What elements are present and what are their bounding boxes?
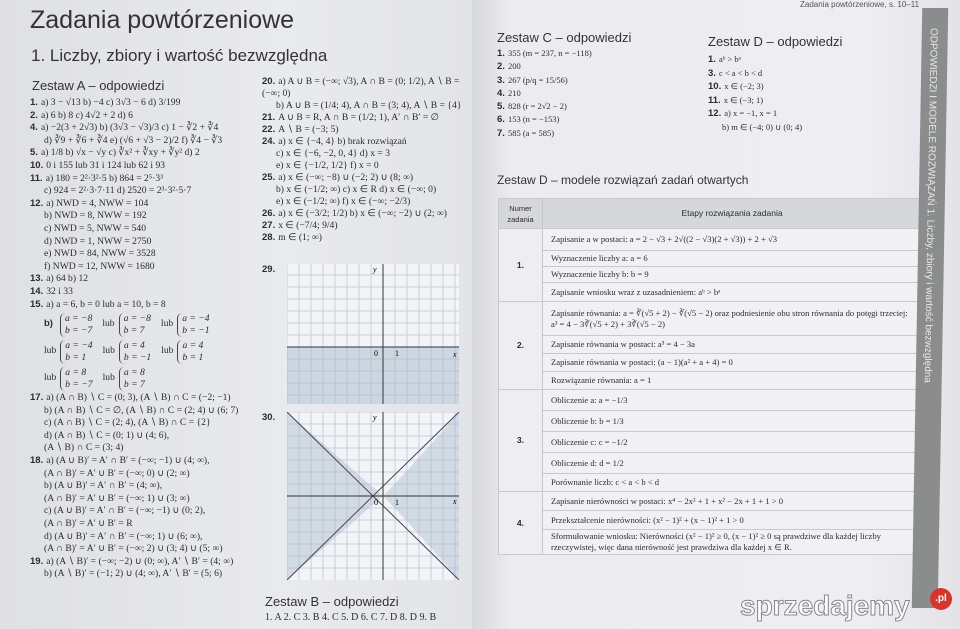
answer-text: (A ∖ B) ∩ C = (3; 4) (44, 442, 124, 454)
answer-line (262, 124, 476, 136)
equation: a = 8 (65, 366, 87, 378)
answer-text: 0 i 155 lub 31 i 124 lub 62 i 93 (46, 159, 166, 171)
equation: b = 1 (65, 351, 87, 363)
solution-step: Obliczenie d: d = 1/2 (543, 453, 922, 474)
answer-line (30, 210, 238, 223)
answer-text: a) x ∈ (−∞; −8) ∪ (−2; 2) ∪ (8; ∞) (278, 172, 414, 183)
answer-line (30, 223, 238, 236)
answer-text: a) −2(3 + 2√3) b) (3√3 − √3)/3 c) 1 − ∛2 + ∛4 (40, 122, 219, 134)
answer-line (30, 505, 238, 518)
equation: a = −4 (65, 339, 93, 351)
answer-number: 20. (262, 76, 276, 87)
solution-step: Zapisanie równania w postaci: a³ = 4 − 3a (543, 336, 922, 354)
equation: b = 1 (182, 351, 204, 363)
answer-number: 18. (30, 455, 44, 467)
answer-line (30, 236, 238, 249)
answer-text: b) x ∈ (−1/2; ∞) c) x ∈ R d) x ∈ (−∞; 0) (276, 184, 437, 195)
x-axis-label: x (453, 497, 457, 506)
solution-step: Porównanie liczb: c < a < b < d (543, 474, 922, 492)
equation: b = 7 (123, 378, 145, 390)
col-header-number: Numer zadania (499, 199, 543, 229)
answer-line (30, 299, 238, 312)
answer-text: 355 (m = 237, n = −118) (507, 48, 592, 58)
answer-text: 828 (r = 2√2 − 2) (507, 101, 567, 112)
answer-line (30, 147, 238, 160)
solution-step: Zapisanie równania w postaci: (a − 1)(a² + a + 4) = 0 (543, 354, 922, 372)
answer-number: 10. (708, 81, 722, 92)
answer-text: c) (A ∩ B) ∖ C = (2; 4), (A ∖ B) ∩ C = {2} (44, 417, 211, 429)
lub-word: lub (44, 372, 57, 384)
equation-system (60, 340, 92, 364)
solution-step: Rozwiązanie równania: a = 1 (543, 372, 922, 390)
answer-number: 27. (262, 220, 276, 231)
answer-line (30, 248, 238, 261)
set-a-answers-col2 (262, 76, 476, 244)
answer-number: 1. (30, 97, 38, 108)
answer-line (262, 136, 476, 148)
answer-text: m ∈ (1; ∞) (278, 232, 322, 243)
answer-number: 3. (708, 67, 716, 79)
solution-table (498, 198, 922, 555)
answer-line (708, 121, 802, 135)
solution-step: Przekształcenie nierówności: (x² − 1)² + (x − 1)² + 1 > 0 (543, 511, 922, 530)
solution-step: Obliczenie b: b = 1/3 (543, 411, 922, 432)
origin-label: 0 (374, 349, 378, 358)
answer-number: 1. (708, 54, 716, 65)
answer-text: a) (A ∩ B) ∖ C = (0; 3), (A ∖ B) ∩ C = (−2; −1) (46, 392, 231, 404)
answer-line (497, 47, 592, 60)
answer-text: a) NWD = 4, NWW = 104 (46, 197, 149, 209)
solution-step: Sformułowanie wniosku: Nierówności (x² − 1)² ≥ 0, (x − 1)² ≥ 0 są prawdziwe dla każdej liczby rzeczywistej, więc dana nierówność jest prawdziwa dla każdej x ∈ R. (543, 530, 922, 555)
answer-text: f) NWD = 12, NWW = 1680 (44, 260, 155, 272)
answer-text: b) (A ∪ B)′ = A′ ∩ B′ = (4; ∞), (44, 480, 163, 492)
answer-text: a) 180 = 2²·3²·5 b) 864 = 2⁵·3³ (45, 172, 164, 184)
answer-line (30, 518, 238, 531)
answer-text: a) a = 6, b = 0 lub a = 10, b = 8 (46, 298, 166, 310)
graph-30 (287, 412, 459, 580)
answer-line (30, 185, 238, 198)
table-row (499, 336, 922, 354)
solution-step: Zapisanie a w postaci: a = 2 − √3 + 2√((2 − √3)(2 + √3)) + 2 + √3 (543, 229, 922, 251)
answer-number: 2. (30, 109, 38, 121)
equation-system (177, 340, 203, 364)
solution-step: Zapisanie równania: a = ∛(√5 + 2) − ∛(√5 − 2) oraz podniesienie obu stron równania do potęgi trzeciej: a³ = 4 − 3∛(√5 + 2) + 3∛(√5 − 2) (543, 302, 922, 336)
answer-line (30, 286, 238, 299)
answer-number: 10. (30, 159, 44, 171)
answer-line (262, 172, 476, 184)
task-number: 4. (499, 492, 543, 555)
answer-line (30, 198, 238, 211)
y-axis-label: y (373, 413, 377, 422)
equation-system (119, 313, 151, 337)
answer-number: 28. (262, 232, 276, 243)
set-a-title: Zestaw A – odpowiedzi (32, 78, 165, 93)
answer-line (30, 531, 238, 544)
answer-line (262, 232, 476, 244)
answer-number: 4. (497, 87, 505, 99)
answer-text: c) 924 = 2²·3·7·11 d) 2520 = 2³·3²·5·7 (44, 185, 192, 197)
answer-line (708, 53, 802, 67)
answer-line (262, 148, 476, 160)
origin-label: 0 (374, 498, 378, 507)
answer-line (30, 455, 238, 468)
table-row (499, 474, 922, 492)
equation: a = 4 (123, 339, 145, 351)
table-row (499, 530, 922, 555)
equation-system (119, 340, 151, 364)
lub-word: lub (102, 318, 115, 330)
table-row (499, 492, 922, 511)
chapter-title: 1. Liczby, zbiory i wartość bezwzględna (31, 46, 328, 65)
answer-text: a) 1/8 b) √x − √y c) ∛x² + ∛xy + ∛y² d) 2 (40, 147, 200, 159)
answer-text: 267 (p/q = 15/56) (507, 74, 568, 85)
answer-line (497, 113, 592, 126)
equation-system (60, 313, 92, 337)
answer-text: x ∈ (−2; 3) (724, 81, 764, 91)
lub-word: lub (102, 372, 115, 384)
answer-line (262, 112, 476, 124)
answer-text: (A ∩ B)′ = A′ ∪ B′ = (−∞; 2) ∪ (3; 4) ∪ (5; ∞) (44, 543, 223, 555)
answer-line (30, 135, 238, 148)
answer-line (262, 184, 476, 196)
solution-step: Zapisanie wniosku wraz z uzasadnieniem: aᵇ > bᵃ (543, 283, 922, 302)
answer-number: 24. (262, 136, 276, 147)
answer-line (262, 208, 476, 220)
graph-29 (287, 264, 459, 404)
solution-step: Wyznaczenie liczby b: b = 9 (543, 267, 922, 283)
answer-line (30, 568, 238, 581)
answer-text: (A ∩ B)′ = A′ ∪ B′ = R (44, 518, 133, 530)
equation-system (60, 367, 92, 391)
answer-text: A ∪ B = R, A ∩ B = (1/2; 1), A′ ∩ B′ = ∅ (278, 112, 440, 123)
answer-line (30, 468, 238, 481)
answer-text: d) (A ∩ B) ∖ C = (0; 1) ∪ (4; 6), (44, 429, 170, 441)
answer-line (30, 110, 238, 123)
answer-text: a) (A ∪ B)′ = A′ ∩ B′ = (−∞; −1) ∪ (4; ∞), (46, 455, 210, 467)
equation-system (177, 313, 209, 337)
set-a-answers-col1 (30, 97, 238, 581)
answer-number: 12. (30, 197, 44, 209)
answer-text: aᵇ > bᵃ (718, 54, 741, 64)
answer-text: 210 (507, 87, 521, 98)
answer-text: 200 (507, 61, 521, 72)
answer-number: 2. (497, 61, 505, 73)
answer-line (262, 196, 476, 208)
answer-number: 15. (30, 298, 44, 310)
answer-text: b) A ∪ B = (1/4; 4), A ∩ B = (3; 4), A ∖ B = {4} (276, 100, 462, 111)
answer-number: 4. (30, 122, 38, 134)
table-row (499, 453, 922, 474)
answer-text: 32 i 33 (46, 285, 73, 297)
system-row (30, 338, 238, 365)
answer-text: e) x ∈ (−1/2; ∞) f) x ∈ (−∞; −2/3) (276, 196, 411, 207)
col-header-steps: Etapy rozwiązania zadania (543, 199, 922, 229)
graph-30-label: 30. (262, 412, 276, 423)
answer-number: 25. (262, 172, 276, 183)
solution-step: Obliczenie c: c = −1/2 (543, 432, 922, 453)
answer-text: e) NWD = 84, NWW = 3528 (44, 248, 156, 260)
answer-line (30, 160, 238, 173)
answer-line (30, 417, 238, 430)
task-number: 3. (499, 390, 543, 492)
answer-line (30, 442, 238, 455)
answer-line (497, 74, 592, 87)
table-title: Zestaw D – modele rozwiązań zadań otwartych (497, 173, 749, 187)
answer-line (30, 173, 238, 186)
set-d-answers (708, 53, 802, 134)
answer-text: a) 3 − √13 b) −4 c) 3√3 − 6 d) 3/199 (40, 97, 181, 108)
systems-label: b) (44, 318, 53, 330)
equation: b = −7 (64, 324, 93, 336)
answer-line (497, 100, 592, 113)
equation: a = 4 (182, 339, 204, 351)
answer-text: c) x ∈ {−6, −2, 0, 4} d) x = 3 (276, 148, 391, 159)
answer-line (30, 261, 238, 274)
equation: b = −1 (182, 324, 210, 336)
answer-number: 11. (708, 94, 721, 106)
lub-word: lub (102, 345, 115, 357)
equation: a = −4 (182, 312, 210, 324)
table-row (499, 251, 922, 267)
answer-line (30, 122, 238, 135)
table-row (499, 432, 922, 453)
answer-text: d) ∛9 + ∛6 + ∛4 e) (√6 + √3 − 2)/2 f) ∛4 − ∛3 (44, 134, 223, 146)
answer-number: 5. (30, 147, 38, 159)
equation: b = −1 (123, 351, 152, 363)
table-row (499, 302, 922, 336)
answer-number: 14. (30, 285, 44, 297)
answer-text: c < a < b < d (718, 67, 763, 78)
lub-word: lub (44, 345, 57, 357)
running-head: Zadania powtórzeniowe, s. 10–11 (800, 0, 920, 9)
answer-text: b) m ∈ (−4; 0) ∪ (0; 4) (722, 121, 803, 132)
answer-line (30, 405, 238, 418)
answer-text: a) 64 b) 12 (46, 273, 89, 285)
answer-number: 3. (497, 74, 505, 86)
set-c-title: Zestaw C – odpowiedzi (497, 30, 632, 45)
answer-line (262, 220, 476, 232)
watermark-logo: sprzedajemy (740, 590, 910, 621)
answer-text: (A ∩ B)′ = A′ ∪ B′ = (−∞; 1) ∪ (3; ∞) (44, 492, 190, 504)
equation: a = −8 (123, 312, 151, 324)
answer-line (708, 94, 802, 108)
answer-line (30, 480, 238, 493)
set-b-answers: 1. A 2. C 3. B 4. C 5. D 6. C 7. D 8. D 9. B (265, 612, 437, 623)
answer-line (30, 273, 238, 286)
answer-number: 6. (497, 114, 505, 126)
answer-text: a) A ∪ B = (−∞; √3), A ∩ B = (0; 1/2), A ∖ B = (−∞; 0) (262, 76, 460, 99)
answer-line (262, 100, 476, 112)
unit-label: 1 (395, 498, 399, 507)
answer-number: 12. (708, 108, 722, 119)
answer-number: 17. (30, 392, 44, 404)
answer-text: b) (A ∩ B) ∖ C = ∅, (A ∖ B) ∩ C = (2; 4) ∪ (6; 7) (44, 404, 239, 416)
answer-text: c) NWD = 5, NWW = 540 (44, 222, 147, 234)
answer-number: 1. (497, 48, 505, 59)
table-row (499, 411, 922, 432)
solution-step: Obliczenie a: a = −1/3 (543, 390, 922, 411)
answer-text: 585 (a = 585) (507, 127, 555, 138)
answer-line (708, 80, 802, 94)
answer-number: 11. (30, 172, 43, 184)
answer-line (497, 127, 592, 140)
answer-line (30, 392, 238, 405)
answer-text: d) (A ∪ B)′ = A′ ∩ B′ = (−∞; 1) ∪ (6; ∞), (44, 530, 203, 542)
table-row (499, 229, 922, 251)
table-row (499, 390, 922, 411)
answer-number: 13. (30, 273, 44, 285)
equation-system (119, 367, 145, 391)
answer-number: 22. (262, 124, 276, 135)
equation: b = 7 (123, 324, 145, 336)
system-row (30, 311, 238, 338)
set-b-title: Zestaw B – odpowiedzi (265, 594, 399, 609)
answer-number: 21. (262, 112, 276, 123)
answer-text: c) (A ∪ B)′ = A′ ∩ B′ = (−∞; −1) ∪ (0; 2), (44, 505, 206, 517)
solution-step: Wyznaczenie liczby a: a = 6 (543, 251, 922, 267)
answer-text: 153 (n = −153) (507, 114, 560, 125)
table-row (499, 283, 922, 302)
answer-text: a) x = −1, x = 1 (724, 108, 778, 118)
answer-text: A ∖ B = (−3; 5) (278, 124, 339, 135)
answer-text: (A ∩ B)′ = A′ ∪ B′ = (−∞; 0) ∪ (2; ∞) (44, 467, 190, 479)
answer-line (30, 493, 238, 506)
answer-line (262, 160, 476, 172)
table-row (499, 267, 922, 283)
set-d-title: Zestaw D – odpowiedzi (708, 34, 843, 49)
answer-number: 26. (262, 208, 276, 219)
task-number: 1. (499, 229, 543, 302)
answer-text: b) NWD = 8, NWW = 192 (44, 210, 147, 222)
equation: a = −8 (64, 312, 93, 324)
set-c-answers (497, 47, 592, 140)
answer-text: a) (A ∖ B)′ = (−∞; −2) ∪ (0; ∞), A′ ∖ B′ = (4; ∞) (46, 555, 234, 567)
answer-line (30, 556, 238, 569)
system-row (30, 365, 238, 392)
watermark-badge: .pl (930, 588, 952, 610)
answer-text: e) x ∈ {−1/2, 1/2} f) x = 0 (276, 160, 379, 171)
answer-text: a) 6 b) 8 c) 4√2 + 2 d) 6 (40, 109, 133, 121)
lub-word: lub (160, 318, 174, 330)
solution-step: Zapisanie nierówności w postaci: x⁴ − 2x² + 1 + x² − 2x + 1 + 1 > 0 (543, 492, 922, 511)
answer-line (30, 430, 238, 443)
task-number: 2. (499, 302, 543, 390)
x-axis-label: x (453, 350, 457, 359)
y-axis-label: y (373, 265, 377, 274)
table-row (499, 511, 922, 530)
table-row (499, 354, 922, 372)
page-title: Zadania powtórzeniowe (30, 6, 295, 34)
lub-word: lub (161, 345, 174, 357)
answer-number: 19. (30, 555, 44, 567)
shaded-region (287, 347, 459, 404)
side-tab-label: ODPOWIEDZI I MODELE ROZWIĄZAŃ 1. Liczby, zbiory i wartość bezwzględna (921, 28, 939, 383)
answer-text: x ∈ (−7/4; 9/4) (278, 220, 338, 231)
answer-line (497, 87, 592, 100)
answer-text: d) NWD = 1, NWW = 2750 (44, 235, 152, 247)
answer-line (30, 97, 238, 110)
answer-line (708, 67, 802, 81)
answer-text: a) x ∈ {−4, 4} b) brak rozwiązań (278, 136, 407, 147)
answer-number: 5. (497, 101, 505, 113)
answer-line (708, 107, 802, 121)
answer-text: x ∈ (−3; 1) (723, 94, 764, 105)
answer-line (30, 543, 238, 556)
graph-29-label: 29. (262, 264, 276, 275)
unit-label: 1 (395, 349, 399, 358)
answer-number: 7. (497, 127, 505, 139)
table-row (499, 372, 922, 390)
equation: b = −7 (65, 378, 93, 390)
equation: a = 8 (123, 366, 145, 378)
answer-line (262, 76, 476, 100)
answer-line (497, 60, 592, 73)
answer-text: a) x ∈ (−3/2; 1/2) b) x ∈ (−∞; −2) ∪ (2; ∞) (278, 208, 447, 219)
answer-text: b) (A ∖ B)′ = (−1; 2) ∪ (4; ∞), A′ ∖ B′ = (5; 6) (44, 568, 223, 580)
